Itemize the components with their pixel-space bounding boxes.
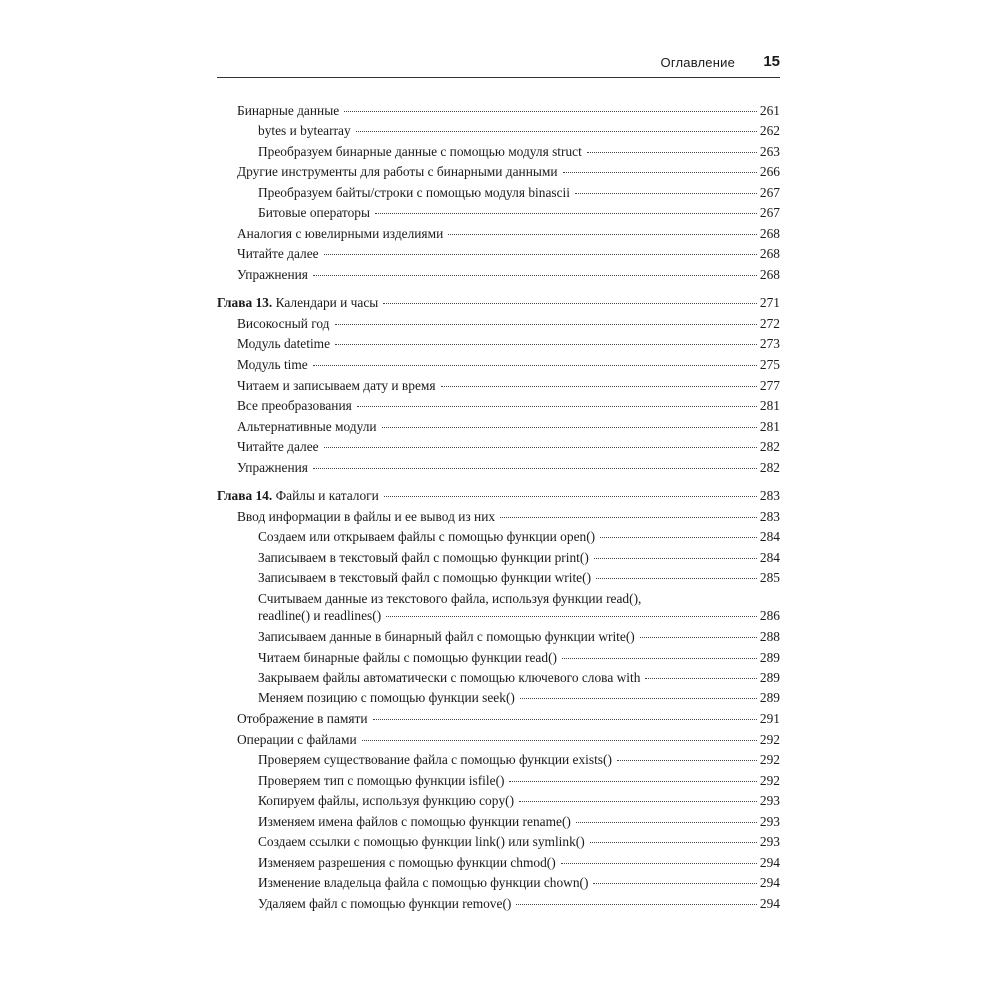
toc-entry-page: 281 — [759, 419, 780, 434]
toc-entry-label: Читайте далее — [237, 439, 319, 454]
dot-leader — [448, 234, 757, 235]
toc-entry-label: Закрываем файлы автоматически с помощью ключевого слова with — [258, 670, 641, 685]
dot-leader — [520, 698, 757, 699]
toc-entry-label: Копируем файлы, используя функцию copy() — [258, 793, 515, 808]
toc-entry-page: 267 — [759, 205, 780, 220]
dot-leader — [509, 781, 756, 782]
toc-entry-page: 292 — [759, 732, 780, 747]
toc-entry-label: Упражнения — [237, 267, 308, 282]
dot-leader — [313, 468, 757, 469]
toc-entry-label: Глава 13. Календари и часы — [217, 295, 379, 310]
toc-entry-label: Читаем и записываем дату и время — [237, 378, 436, 393]
toc-entry-label: Проверяем тип с помощью функции isfile() — [258, 773, 505, 788]
dot-leader — [562, 658, 757, 659]
toc-entry-label: Битовые операторы — [258, 205, 370, 220]
toc-entry-page: 263 — [759, 144, 780, 159]
toc-entry-page: 277 — [759, 378, 780, 393]
toc-entry-label: Упражнения — [237, 460, 308, 475]
toc-entry-label: Изменяем разрешения с помощью функции chmod() — [258, 855, 556, 870]
dot-leader — [357, 406, 757, 407]
dot-leader — [519, 801, 757, 802]
toc-entry-page: 294 — [759, 855, 780, 870]
toc-entry-label: Проверяем существование файла с помощью функции exists() — [258, 752, 612, 767]
dot-leader — [600, 537, 757, 538]
toc-entry-page: 293 — [759, 834, 780, 849]
toc-entry-page: 266 — [759, 164, 780, 179]
toc-entry-page: 281 — [759, 398, 780, 413]
toc-entry-page: 292 — [759, 752, 780, 767]
dot-leader — [587, 152, 757, 153]
toc-entry-label: Читайте далее — [237, 246, 319, 261]
toc-entry-label: Удаляем файл с помощью функции remove() — [258, 896, 512, 911]
toc-entry-label: Все преобразования — [237, 398, 352, 413]
dot-leader — [386, 616, 757, 617]
dot-leader — [561, 863, 757, 864]
dot-leader — [335, 344, 757, 345]
dot-leader — [382, 427, 757, 428]
toc-entry-label: Модуль time — [237, 357, 308, 372]
toc-entry-label: Високосный год — [237, 316, 330, 331]
toc-entry-page: 286 — [759, 608, 780, 623]
dot-leader — [640, 637, 757, 638]
toc-entry-page: 267 — [759, 185, 780, 200]
toc-entry-label: Модуль datetime — [237, 336, 331, 351]
dot-leader — [356, 131, 757, 132]
dot-leader — [324, 254, 757, 255]
dot-leader — [344, 111, 757, 112]
dot-leader — [576, 822, 757, 823]
dot-leader — [324, 447, 757, 448]
toc-entry-page: 283 — [759, 509, 780, 524]
toc-entry-label: Меняем позицию с помощью функции seek() — [258, 690, 515, 705]
toc-entry-page: 289 — [759, 650, 780, 665]
dot-leader — [593, 883, 756, 884]
toc-entry-page: 275 — [759, 357, 780, 372]
toc-entry-page: 272 — [759, 316, 780, 331]
toc-entry-label: Отображение в памяти — [237, 711, 368, 726]
dot-leader — [645, 678, 756, 679]
toc-entry-page: 289 — [759, 670, 780, 685]
toc-entry-page: 284 — [759, 529, 780, 544]
toc-entry-label: Изменяем имена файлов с помощью функции rename() — [258, 814, 571, 829]
dot-leader — [590, 842, 757, 843]
dot-leader — [335, 324, 757, 325]
page-number: 15 — [763, 53, 780, 70]
toc-entry-page: 289 — [759, 690, 780, 705]
toc-entry-label: Преобразуем бинарные данные с помощью модуля struct — [258, 144, 582, 159]
dot-leader — [594, 558, 757, 559]
toc-entry-page: 268 — [759, 246, 780, 261]
toc-entry-page: 282 — [759, 460, 780, 475]
dot-leader — [500, 517, 757, 518]
toc-entry-label: Записываем данные в бинарный файл с помощью функции write() — [258, 629, 635, 644]
dot-leader — [313, 365, 757, 366]
toc-entry-page: 293 — [759, 814, 780, 829]
toc-entry-page: 294 — [759, 875, 780, 890]
toc-entry-page: 284 — [759, 550, 780, 565]
toc-entry-page: 294 — [759, 896, 780, 911]
dot-leader — [362, 740, 757, 741]
toc-entry-label: Читаем бинарные файлы с помощью функции read() — [258, 650, 557, 665]
toc-entry-page: 288 — [759, 629, 780, 644]
dot-leader — [516, 904, 757, 905]
toc-entry-label: Записываем в текстовый файл с помощью функции print() — [258, 550, 589, 565]
toc-entry-label: Изменение владельца файла с помощью функции chown() — [258, 875, 589, 890]
toc-entry-page: 293 — [759, 793, 780, 808]
dot-leader — [313, 275, 757, 276]
toc-entry-page: 291 — [759, 711, 780, 726]
toc-entry-page: 273 — [759, 336, 780, 351]
toc-entry-label: Аналогия с ювелирными изделиями — [237, 226, 444, 241]
toc-entry-page: 271 — [759, 295, 780, 310]
dot-leader — [383, 303, 757, 304]
toc-entry-page: 285 — [759, 570, 780, 585]
toc-entry-page: 282 — [759, 439, 780, 454]
toc-entry-page: 262 — [759, 123, 780, 138]
toc-entry-label: Ввод информации в файлы и ее вывод из них — [237, 509, 496, 524]
chapter-number: Глава 14. — [217, 488, 273, 503]
dot-leader — [617, 760, 757, 761]
toc-entry-label: Создаем ссылки с помощью функции link() или symlink() — [258, 834, 585, 849]
chapter-number: Глава 13. — [217, 295, 273, 310]
toc-entry-page: 283 — [759, 488, 780, 503]
dot-leader — [441, 386, 757, 387]
dot-leader — [575, 193, 757, 194]
toc-entry-label: bytes и bytearray — [258, 123, 351, 138]
toc-entry-label: Другие инструменты для работы с бинарными данными — [237, 164, 558, 179]
toc-entry-label: Записываем в текстовый файл с помощью функции write() — [258, 570, 592, 585]
dot-leader — [375, 213, 757, 214]
toc-entry-label: Альтернативные модули — [237, 419, 377, 434]
dot-leader — [373, 719, 757, 720]
toc-entry-page: 292 — [759, 773, 780, 788]
toc-entry-label: readline() и readlines() — [258, 608, 382, 623]
toc-entry-label: Глава 14. Файлы и каталоги — [217, 488, 379, 503]
toc-entry-label-line1: Считываем данные из текстового файла, используя функции read(), — [258, 591, 642, 606]
dot-leader — [563, 172, 757, 173]
toc-entry-page: 268 — [759, 226, 780, 241]
toc-entry-label: Преобразуем байты/строки с помощью модуля binascii — [258, 185, 570, 200]
toc-entry-label: Бинарные данные — [237, 103, 340, 118]
toc-entry-page: 261 — [759, 103, 780, 118]
dot-leader — [384, 496, 757, 497]
running-header-title: Оглавление — [660, 55, 735, 70]
toc-entry-label: Операции с файлами — [237, 732, 357, 747]
toc-entry-page: 268 — [759, 267, 780, 282]
toc-entry-label: Создаем или открываем файлы с помощью функции open() — [258, 529, 596, 544]
dot-leader — [596, 578, 757, 579]
